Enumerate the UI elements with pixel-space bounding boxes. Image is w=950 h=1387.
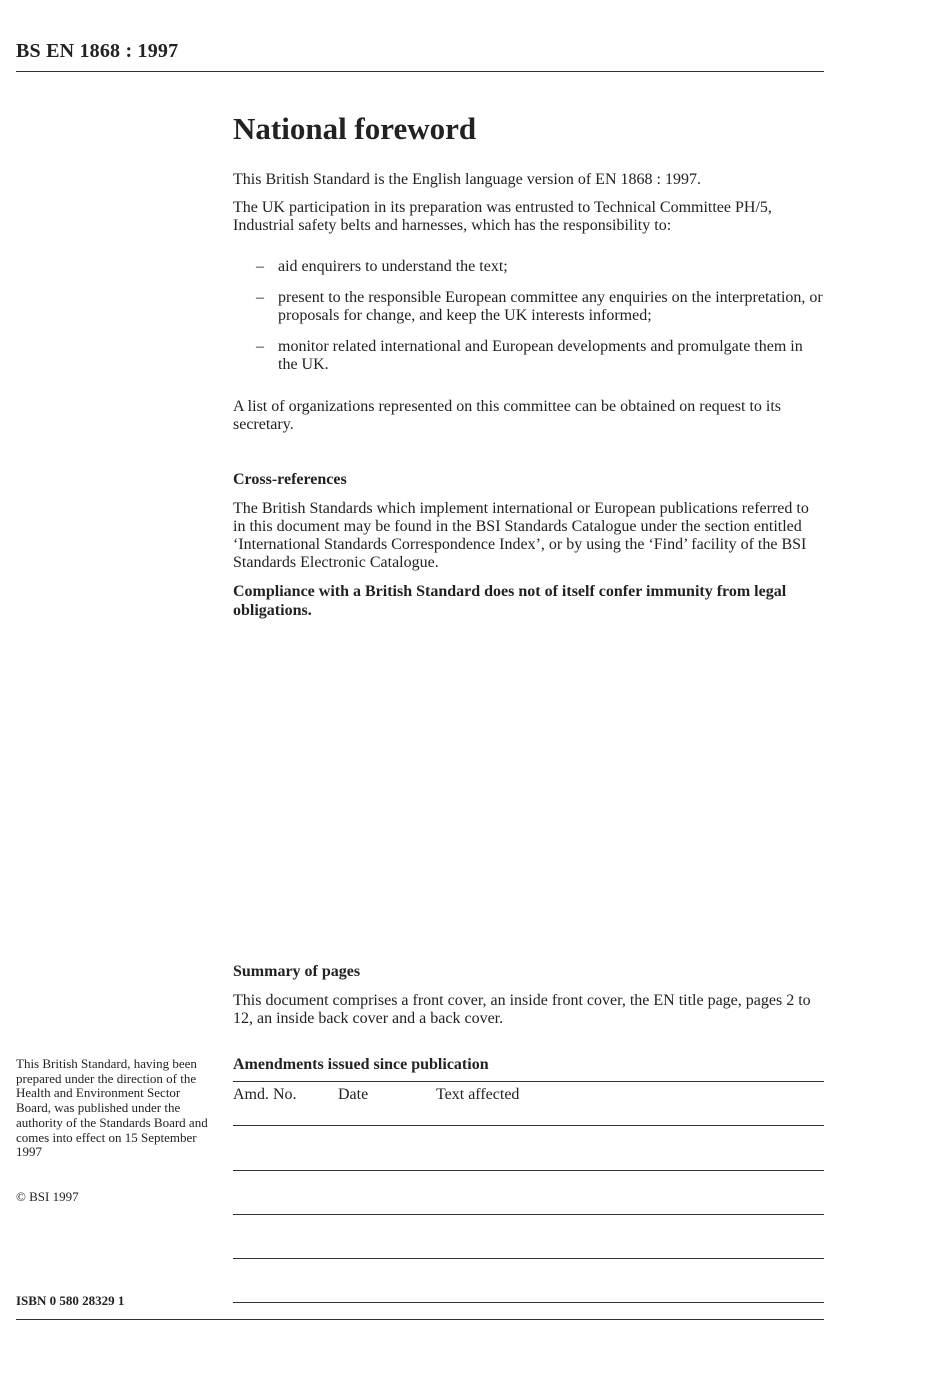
amendment-row-line xyxy=(233,1214,824,1215)
list-item-text: monitor related international and European developments and promulgate them in the UK. xyxy=(278,338,803,373)
list-dash: – xyxy=(256,289,264,306)
isbn: ISBN 0 580 28329 1 xyxy=(16,1293,125,1308)
summary-paragraph: This document comprises a front cover, an inside front cover, the EN title page, pages 2 to 12, an inside back cover and a back cover. xyxy=(233,992,811,1027)
intro-paragraph: This British Standard is the English language version of EN 1868 : 1997. xyxy=(233,171,701,188)
cross-references-paragraph: The British Standards which implement international or European publications referred to in this document may be found in the BSI Standards Catalogue under the section entitled ‘International Standards Correspondence Index’, or by using the ‘Find’ facility of the BSI Standards Electronic Catalogue. xyxy=(233,500,809,571)
page-title: National foreword xyxy=(233,111,477,146)
amendment-row-line xyxy=(233,1125,824,1126)
amendment-row-line xyxy=(233,1258,824,1259)
amendment-column-text: Text affected xyxy=(436,1086,520,1103)
amendments-heading: Amendments issued since publication xyxy=(233,1056,489,1073)
amendments-rule xyxy=(233,1081,824,1082)
publication-note: This British Standard, having been prepared under the direction of the Health and Environment Sector Board, was published under the authority of the Standards Board and comes into effect on 15 September 1997 xyxy=(16,1056,208,1160)
list-dash: – xyxy=(256,338,264,355)
organizations-paragraph: A list of organizations represented on this committee can be obtained on request to its secretary. xyxy=(233,398,782,433)
cross-references-heading: Cross-references xyxy=(233,471,347,488)
header-rule xyxy=(16,71,824,72)
compliance-statement: Compliance with a British Standard does not of itself confer immunity from legal obligations. xyxy=(233,583,787,619)
footer-rule xyxy=(16,1319,824,1320)
document-code: BS EN 1868 : 1997 xyxy=(16,40,179,62)
copyright-notice: © BSI 1997 xyxy=(16,1189,79,1204)
summary-heading: Summary of pages xyxy=(233,963,361,980)
list-item-text: aid enquirers to understand the text; xyxy=(278,258,508,275)
list-item-text: present to the responsible European committee any enquiries on the interpretation, or proposals for change, and keep the UK interests informed; xyxy=(278,289,823,324)
amendment-row-line xyxy=(233,1302,824,1303)
list-dash: – xyxy=(256,258,264,275)
amendment-row-line xyxy=(233,1170,824,1171)
amendment-column-number: Amd. No. xyxy=(233,1086,297,1103)
participation-paragraph: The UK participation in its preparation was entrusted to Technical Committee PH/5, Industrial safety belts and harnesses, which has the responsibility to: xyxy=(233,199,772,234)
amendment-column-date: Date xyxy=(338,1086,369,1103)
